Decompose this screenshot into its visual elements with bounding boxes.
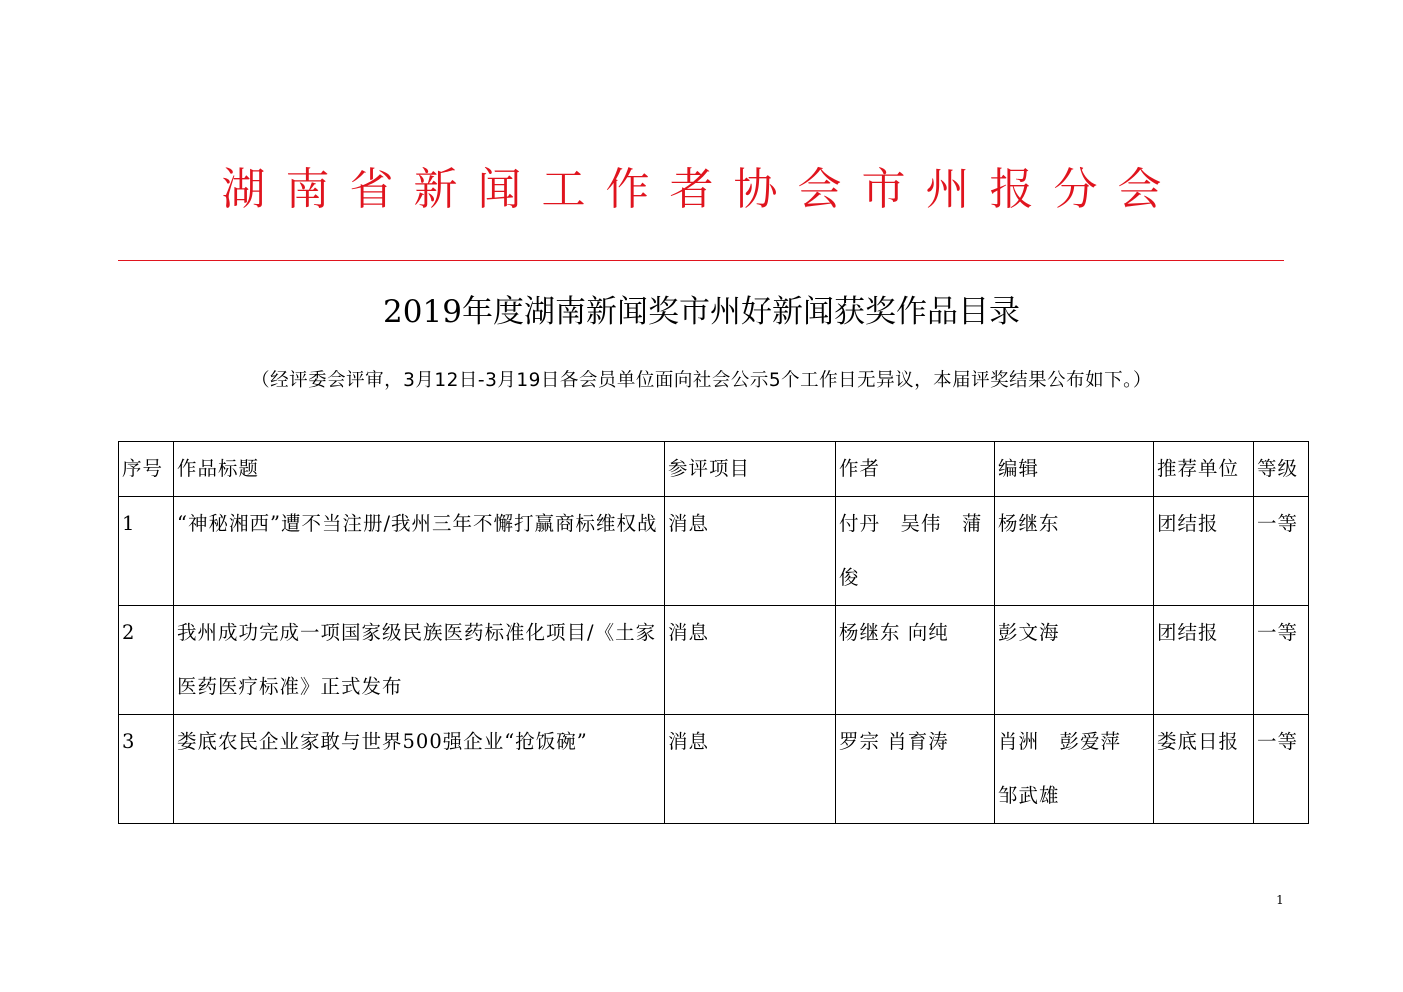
cell-category: 消息 [665, 715, 836, 824]
col-header-grade: 等级 [1254, 442, 1309, 497]
cell-category: 消息 [665, 606, 836, 715]
table-header-row [119, 442, 1309, 497]
table-row [119, 715, 1309, 824]
document-title: 2019年度湖南新闻奖市州好新闻获奖作品目录 [383, 294, 1020, 330]
cell-editor: 彭文海 [995, 606, 1154, 715]
cell-grade: 一等 [1254, 715, 1309, 824]
cell-author: 付丹 吴伟 蒲俊 [836, 497, 995, 606]
col-header-category: 参评项目 [665, 442, 836, 497]
award-table [118, 441, 1309, 824]
table-row [119, 497, 1309, 606]
table-row [119, 606, 1309, 715]
cell-editor: 杨继东 [995, 497, 1154, 606]
cell-editor: 肖洲 彭爱萍 邹武雄 [995, 715, 1154, 824]
cell-unit: 团结报 [1154, 497, 1254, 606]
organization-header: 湖南省新闻工作者协会市州报分会 [221, 164, 1182, 215]
cell-author: 杨继东 向纯 [836, 606, 995, 715]
red-divider [118, 260, 1284, 261]
cell-unit: 娄底日报 [1154, 715, 1254, 824]
cell-no: 2 [119, 606, 174, 715]
col-header-title: 作品标题 [174, 442, 665, 497]
page-number: 1 [1276, 893, 1284, 907]
cell-title: 我州成功完成一项国家级民族医药标准化项目/《土家医药医疗标准》正式发布 [174, 606, 665, 715]
document-note: （经评委会评审，3月12日-3月19日各会员单位面向社会公示5个工作日无异议，本届评奖结果公布如下。） [251, 370, 1152, 391]
cell-unit: 团结报 [1154, 606, 1254, 715]
cell-author: 罗宗 肖育涛 [836, 715, 995, 824]
cell-no: 1 [119, 497, 174, 606]
col-header-author: 作者 [836, 442, 995, 497]
cell-grade: 一等 [1254, 606, 1309, 715]
cell-grade: 一等 [1254, 497, 1309, 606]
cell-category: 消息 [665, 497, 836, 606]
col-header-no: 序号 [119, 442, 174, 497]
col-header-unit: 推荐单位 [1154, 442, 1254, 497]
cell-title: “神秘湘西”遭不当注册/我州三年不懈打赢商标维权战 [174, 497, 665, 606]
col-header-editor: 编辑 [995, 442, 1154, 497]
cell-no: 3 [119, 715, 174, 824]
cell-title: 娄底农民企业家敢与世界500强企业“抢饭碗” [174, 715, 665, 824]
